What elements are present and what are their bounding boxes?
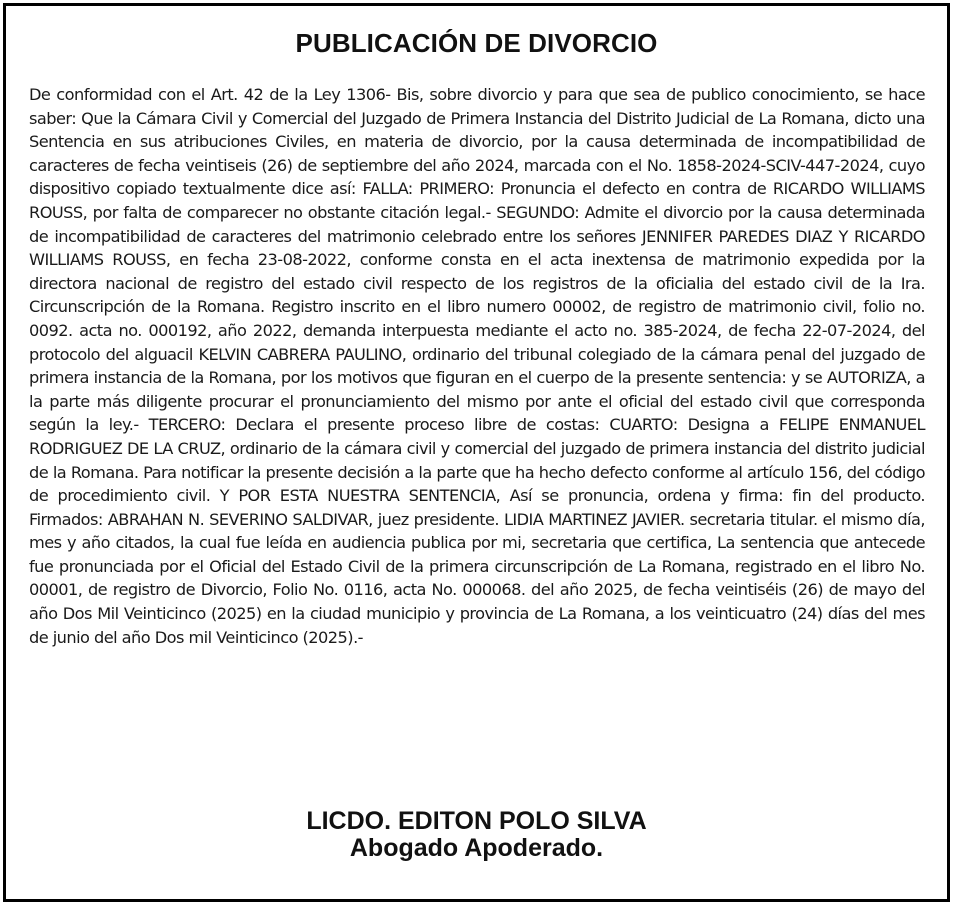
signer-name: LICDO. EDITON POLO SILVA xyxy=(306,807,647,835)
notice-title: PUBLICACIÓN DE DIVORCIO xyxy=(295,28,658,58)
signer-role: Abogado Apoderado. xyxy=(349,834,604,862)
signature-block xyxy=(6,808,947,862)
notice-frame xyxy=(3,3,950,902)
notice-body: De conformidad con el Art. 42 de la Ley 1306- Bis, sobre divorcio y para que sea de publico conocimiento, se hace saber: Que la Cámara Civil y Comercial del Juzgado de Primera Instancia del Distrito Judicial de La Romana, dicto una Sentencia en sus atribuciones Civiles, en materia de divorcio, por la causa determinada de incompatibilidad de caracteres de fecha veintiseis (26) de septiembre del año 2024, marcada con el No. 1858-2024-SCIV-447-2024, cuyo dispositivo copiado textualmente dice así: FALLA: PRIMERO: Pronuncia el defecto en contra de RICARDO WILLIAMS ROUSS, por falta de comparecer no obstante citación legal.- SEGUNDO: Admite el divorcio por la causa determinada de incompatibilidad de caracteres del matrimonio celebrado entre los señores JENNIFER PAREDES DIAZ Y RICARDO WILLIAMS ROUSS, en fecha 23-08-2022, conforme consta en el acta inextensa de matrimonio expedida por la directora nacional de registro del estado civil respecto de los registros de la oficialia del estado civil de la Ira. Circunscripción de la Romana. Registro inscrito en el libro numero 00002, de registro de matrimonio civil, folio no. 0092. acta no. 000192, año 2022, demanda interpuesta mediante el acto no. 385-2024, de fecha 22-07-2024, del protocolo del alguacil KELVIN CABRERA PAULINO, ordinario del tribunal colegiado de la cámara penal del juzgado de primera instancia de la Romana, por los motivos que figuran en el cuerpo de la presente sentencia: y se AUTORIZA, a la parte más diligente procurar el pronunciamiento del mismo por ante el oficial del estado civil que corresponda según la ley.- TERCERO: Declara el presente proceso libre de costas: CUARTO: Designa a FELIPE ENMANUEL RODRIGUEZ DE LA CRUZ, ordinario de la cámara civil y comercial del juzgado de primera instancia del distrito judicial de la Romana. Para notificar la presente decisión a la parte que ha hecho defecto conforme al artículo 156, del código de procedimiento civil. Y POR ESTA NUESTRA SENTENCIA, Así se pronuncia, ordena y firma: fin del producto. Firmados: ABRAHAN N. SEVERINO SALDIVAR, juez presidente. LIDIA MARTINEZ JAVIER. secretaria titular. el mismo día, mes y año citados, la cual fue leída en audiencia publica por mi, secretaria que certifica, La sentencia que antecede fue pronunciada por el Oficial del Estado Civil de la primera circunscripción de La Romana, registrado en el libro No. 00001, de registro de Divorcio, Folio No. 0116, acta No. 000068. del año 2025, de fecha veintiséis (26) de mayo del año Dos Mil Veinticinco (2025) en la ciudad municipio y provincia de La Romana, a los veinticuatro (24) días del mes de junio del año Dos mil Veinticinco (2025).- xyxy=(29,85,925,647)
